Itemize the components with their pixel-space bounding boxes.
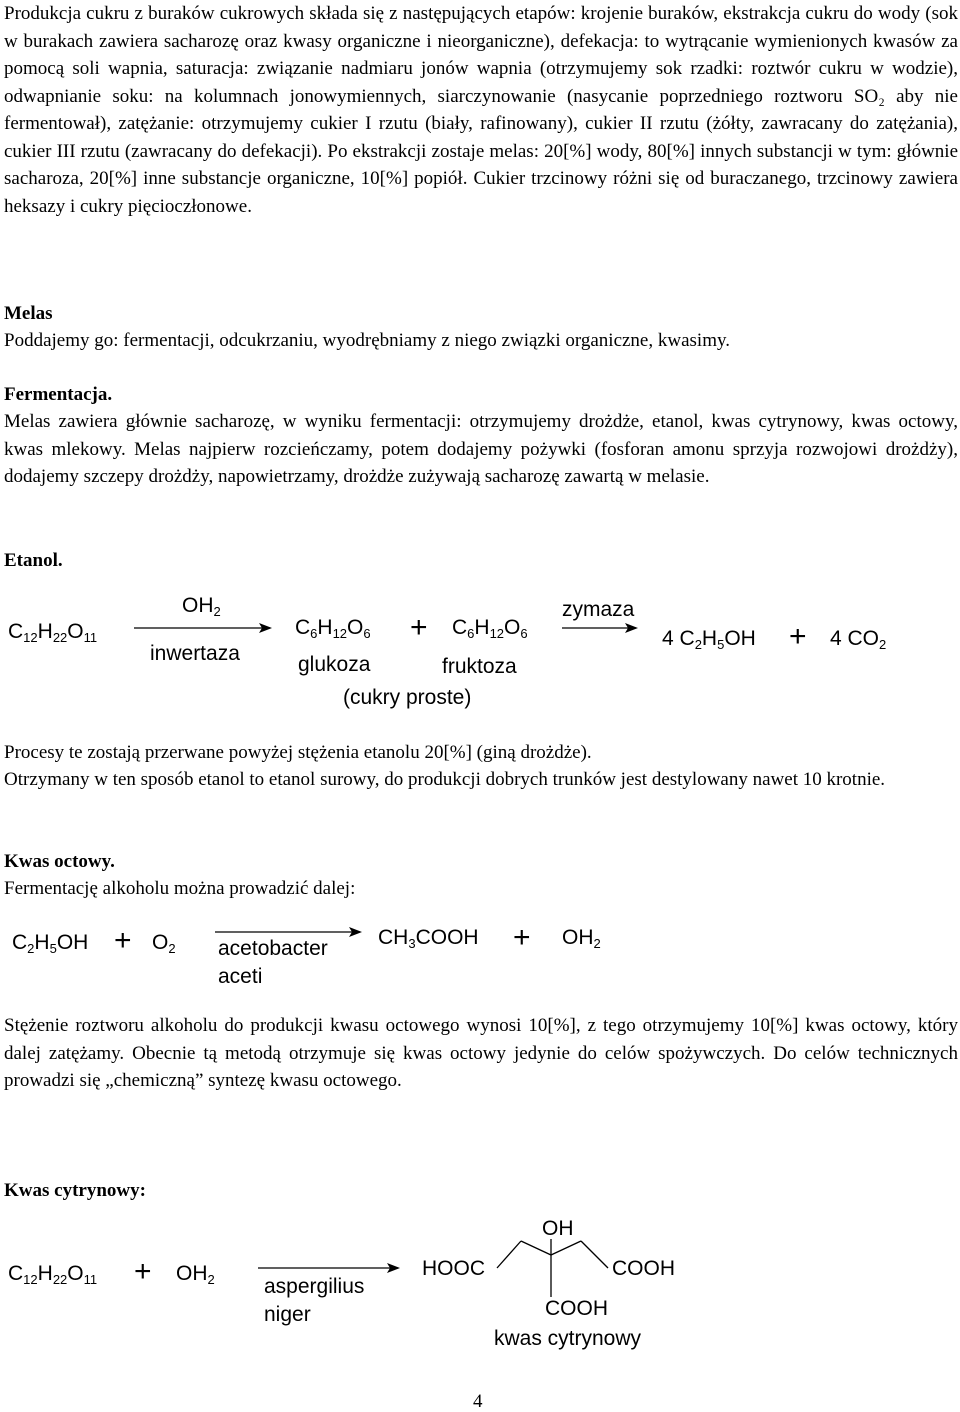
water-formula: $OH_2$ [562, 926, 601, 951]
oxygen-formula: $O_2$ [152, 931, 176, 956]
ethanol-product: 4 $C_2H_5OH$ [662, 627, 756, 652]
sucrose-formula: $C_{12}H_{22}O_{11}$ [8, 620, 98, 645]
reaction-arrows [0, 585, 960, 715]
melas-heading: Melas [4, 303, 53, 324]
fruktoza-label: fruktoza [442, 655, 517, 678]
fructose-formula: $C_6H_{12}O_6$ [452, 616, 528, 641]
glukoza-label: glukoza [298, 653, 371, 676]
plus-sign: + [410, 611, 428, 644]
cytrynowy-heading: Kwas cytrynowy: [4, 1180, 146, 1201]
etanol-heading: Etanol. [4, 550, 63, 571]
cukry-proste-label: (cukry proste) [343, 686, 472, 709]
sucrose-formula: $C_{12}H_{22}O_{11}$ [8, 1262, 98, 1287]
plus-sign: + [134, 1255, 152, 1288]
fungus-label-2: niger [264, 1303, 311, 1326]
enzyme-inwertaza: inwertaza [150, 642, 240, 665]
structure-hooc-label: HOOC [422, 1257, 485, 1280]
co2-product: 4 $CO_2$ [830, 627, 887, 652]
octowy-text-2: Stężenie roztworu alkoholu do produkcji kwasu octowego wynosi 10[%], z tego otrzymujemy 10[%] kwas octowy, który dalej zatężamy. Obecnie tą metodą otrzymuje się kwas octowy jedynie do celów spożywczych. Do celów technicznych prowadzi się „chemiczną” syntezę kwasu octowego. [4, 1015, 958, 1091]
page-number: 4 [473, 1391, 483, 1412]
etanol-equation [0, 585, 960, 715]
water-formula: $OH_2$ [176, 1262, 215, 1287]
plus-sign: + [114, 924, 132, 957]
enzyme-zymaza: zymaza [562, 598, 635, 621]
water-reagent: $OH_2$ [182, 594, 221, 619]
etanol-text-2: Otrzymany w ten sposób etanol to etanol surowy, do produkcji dobrych trunków jest destylowany nawet 10 krotnie. [4, 769, 886, 790]
structure-cooh-right-label: COOH [612, 1257, 675, 1280]
intro-paragraph: Produkcja cukru z buraków cukrowych składa się z następujących etapów: krojenie buraków, ekstrakcja cukru do wody (sok w burakach zawiera sacharozę oraz kwasy organiczne i nieorganiczne), defekacja: to wytrącanie wymienionych kwasów za pomocą soli wapnia, saturacja: związanie nadmiaru jonów wapnia (otrzymujemy sok rzadki: roztwór cukru w wodzie), odwapnianie soku: na kolumnach jonowymiennych, siarczynowanie (nasycanie poprzedniego roztworu SO₂ aby nie fermentował), zatężanie: otrzymujemy cukier I rzutu (biały, rafinowany), cukier II rzutu (żółty, zawracany do zatężania), cukier III rzutu (zawracany do defekacji). Po ekstrakcji zostaje melas: 20[%] wody, 80[%] innych substancji w tym: głównie sacharoza, 20[%] inne substancje organiczne, 10[%] popiół. Cukier trzcinowy różni się od buraczanego, trzcinowy zawiera heksazy i cukry pięcioczłonowe. [4, 3, 958, 217]
fermentacja-heading: Fermentacja. [4, 384, 113, 405]
ethanol-formula: $C_2H_5OH$ [12, 931, 89, 956]
bacteria-label-1: acetobacter [218, 937, 328, 960]
octowy-text-1: Fermentację alkoholu można prowadzić dalej: [4, 878, 356, 899]
glucose-formula: $C_6H_{12}O_6$ [295, 616, 371, 641]
bacteria-label-2: aceti [218, 965, 263, 988]
structure-cooh-bottom-label: COOH [545, 1297, 608, 1320]
citric-acid-structure [0, 1212, 960, 1362]
cytrynowy-equation [0, 1212, 960, 1362]
fungus-label-1: aspergilius [264, 1275, 365, 1298]
etanol-text-1: Procesy te zostają przerwane powyżej stężenia etanolu 20[%] (giną drożdże). [4, 742, 592, 763]
octowy-heading: Kwas octowy. [4, 851, 115, 872]
octowy-equation [0, 915, 960, 995]
acetic-acid-formula: $CH_3COOH$ [378, 926, 479, 951]
reaction-arrow [0, 915, 960, 995]
plus-sign: + [789, 620, 807, 653]
plus-sign: + [513, 921, 531, 954]
structure-oh-label: OH [542, 1217, 574, 1240]
melas-text: Poddajemy go: fermentacji, odcukrzaniu, wyodrębniamy z niego związki organiczne, kwasimy. [4, 330, 730, 351]
fermentacja-text: Melas zawiera głównie sacharozę, w wyniku fermentacji: otrzymujemy drożdże, etanol, kwas cytrynowy, kwas octowy, kwas mlekowy. Melas najpierw rozcieńczamy, potem dodajemy pożywki (fosforan amonu sprzyja rozwojowi drożdży), dodajemy szczepy drożdży, napowietrzamy, drożdże zużywają sacharozę zawartą w melasie. [4, 411, 958, 487]
citric-acid-name: kwas cytrynowy [494, 1327, 642, 1350]
